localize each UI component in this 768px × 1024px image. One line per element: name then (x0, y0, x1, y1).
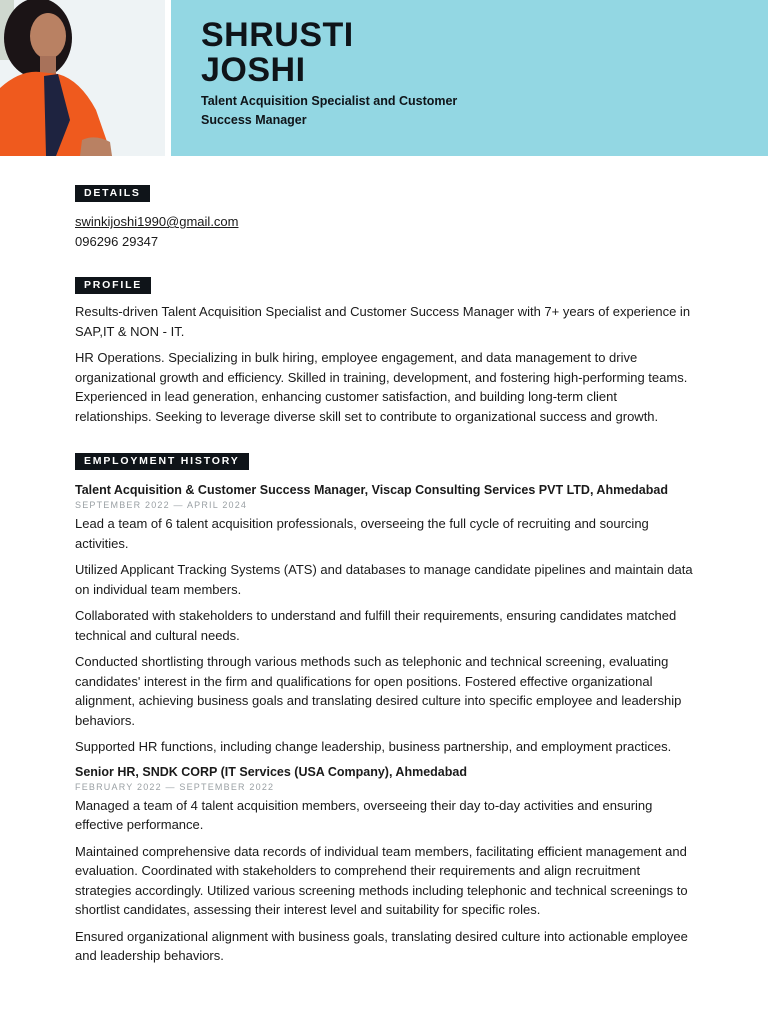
job-bullet: Ensured organizational alignment with business goals, translating desired culture into actionable employee and leadership behaviors. (75, 928, 688, 963)
contact-details (75, 212, 695, 251)
job-entry (75, 764, 695, 966)
email-link[interactable]: swinkijoshi1990@gmail.com (75, 214, 239, 229)
job-bullet: Collaborated with stakeholders to understand and fulfill their requirements, ensuring candidates matched technical and cultural needs. (75, 608, 677, 643)
profile-heading: PROFILE (75, 277, 151, 294)
phone-number: 096296 29347 (75, 233, 159, 249)
job-bullet: Conducted shortlisting through various methods such as telephonic and technical screening, evaluating candidates' interest in the firm and qualifications for open positions. Fostered effective organizational alignment, achieving business goals and translating desired culture into specific employee and leadership behaviors. (75, 654, 682, 728)
profile-photo (0, 0, 165, 156)
profile-paragraph: HR Operations. Specializing in bulk hiring, employee engagement, and data management to drive organizational growth and efficiency. Skilled in training, development, and fostering high-performing teams. Experienced in lead generation, enhancing customer satisfaction, and building long-term client relationships. Seeking to leverage diverse skill set to contribute to organizational success and growth. (75, 350, 688, 424)
job-bullet: Lead a team of 6 talent acquisition professionals, overseeing the full cycle of recruiting and sourcing activities. (75, 516, 649, 551)
job-entry (75, 482, 695, 757)
job-dates: FEBRUARY 2022 — SEPTEMBER 2022 (75, 781, 275, 792)
job-bullet: Managed a team of 4 talent acquisition members, overseeing their day to-day activities and ensuring effective performance. (75, 797, 653, 832)
job-dates: SEPTEMBER 2022 — APRIL 2024 (75, 500, 248, 510)
job-heading: Senior HR, SNDK CORP (IT Services (USA Company), Ahmedabad (75, 764, 467, 779)
name-first: SHRUSTI (201, 16, 354, 54)
resume-body (75, 183, 695, 973)
employment-heading: EMPLOYMENT HISTORY (75, 453, 249, 470)
job-bullet: Supported HR functions, including change leadership, business partnership, and employment practices. (75, 739, 672, 754)
name-last: JOSHI (201, 51, 306, 89)
job-heading: Talent Acquisition & Customer Success Manager, Viscap Consulting Services PVT LTD, Ahmedabad (75, 483, 668, 497)
candidate-title: Talent Acquisition Specialist and Customer Success Manager (201, 94, 458, 127)
job-bullet: Maintained comprehensive data records of individual team members, facilitating efficient management and evaluation. Coordinated with stakeholders to comprehend their requirements and align recruitment strategies accordingly. Utilized various screening methods including telephonic and technical screenings to shortlist candidates, assessing their interest level and suitability for specific roles. (75, 843, 688, 917)
header-banner (171, 0, 768, 156)
job-bullet: Utilized Applicant Tracking Systems (ATS) and databases to manage candidate pipelines and maintain data on individual team members. (75, 562, 693, 597)
details-heading: DETAILS (75, 185, 150, 202)
profile-paragraph: Results-driven Talent Acquisition Specialist and Customer Success Manager with 7+ years of experience in SAP,IT & NON - IT. (75, 304, 691, 339)
candidate-name (201, 18, 354, 88)
